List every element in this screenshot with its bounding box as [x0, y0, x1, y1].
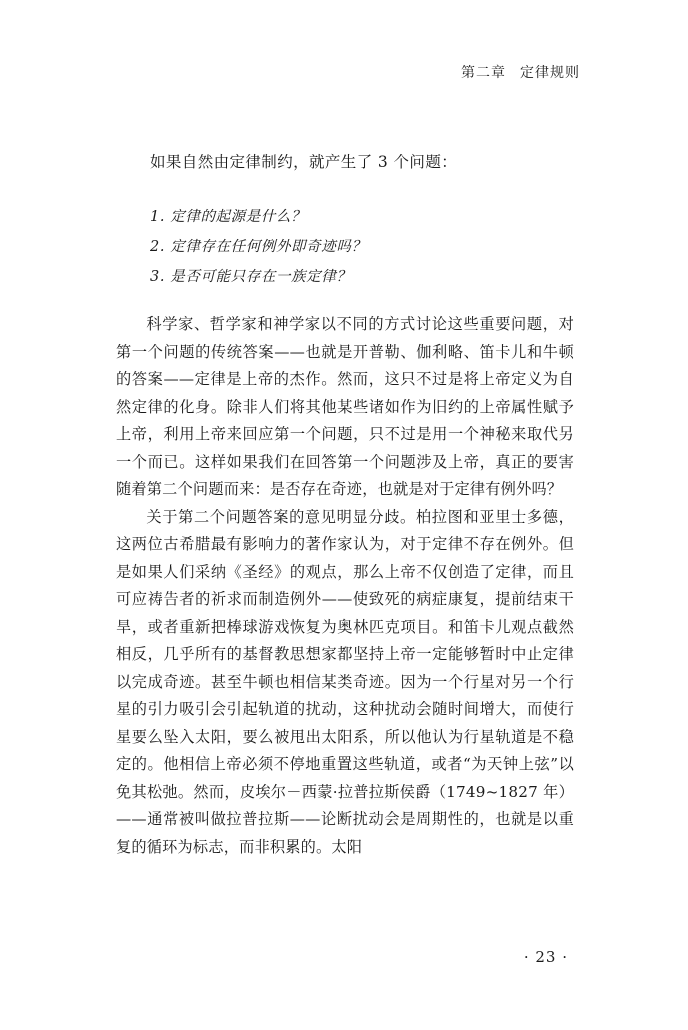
question-item: 3. 是否可能只存在一族定律？: [150, 269, 352, 285]
paragraph: 科学家、哲学家和神学家以不同的方式讨论这些重要问题，对第一个问题的传统答案——也就是开普勒、伽利略、笛卡儿和牛顿的答案——定律是上帝的杰作。然而，这只不过是将上帝定义为自然定律的化身。除非人们将其他某些诸如作为旧约的上帝属性赋予上帝，利用上帝来回应第一个问题，只不过是用一个神秘来取代另一个而已。这样如果我们在回答第一个问题涉及上帝，真正的要害随着第二个问题而来：是否存在奇迹，也就是对于定律有例外吗？: [116, 315, 574, 498]
page-number: · 23 ·: [523, 948, 568, 966]
body-text: [116, 311, 574, 861]
question-list: [150, 202, 367, 292]
question-item: 2. 定律存在任何例外即奇迹吗？: [150, 239, 367, 255]
chapter-label: 第二章: [461, 65, 506, 81]
running-header: [461, 62, 580, 82]
intro-sentence: 如果自然由定律制约，就产生了 3 个问题：: [150, 153, 458, 171]
question-item: 1. 定律的起源是什么？: [150, 209, 307, 225]
paragraph: 关于第二个问题答案的意见明显分歧。柏拉图和亚里士多德，这两位古希腊最有影响力的著作家认为，对于定律不存在例外。但是如果人们采纳《圣经》的观点，那么上帝不仅创造了定律，而且可应祷告者的祈求而制造例外——使致死的病症康复，提前结束干旱，或者重新把棒球游戏恢复为奥林匹克项目。和笛卡儿观点截然相反，几乎所有的基督教思想家都坚持上帝一定能够暂时中止定律以完成奇迹。甚至牛顿也相信某类奇迹。因为一个行星对另一个行星的引力吸引会引起轨道的扰动，这种扰动会随时间增大，而使行星要么坠入太阳，要么被甩出太阳系，所以他认为行星轨道是不稳定的。他相信上帝必须不停地重置这些轨道，或者“为天钟上弦”以免其松弛。然而，皮埃尔－西蒙·拉普拉斯侯爵（1749~1827 年）——通常被叫做拉普拉斯——论断扰动会是周期性的，也就是以重复的循环为标志，而非积累的。太阳: [116, 507, 574, 856]
chapter-title: 定律规则: [520, 65, 580, 81]
